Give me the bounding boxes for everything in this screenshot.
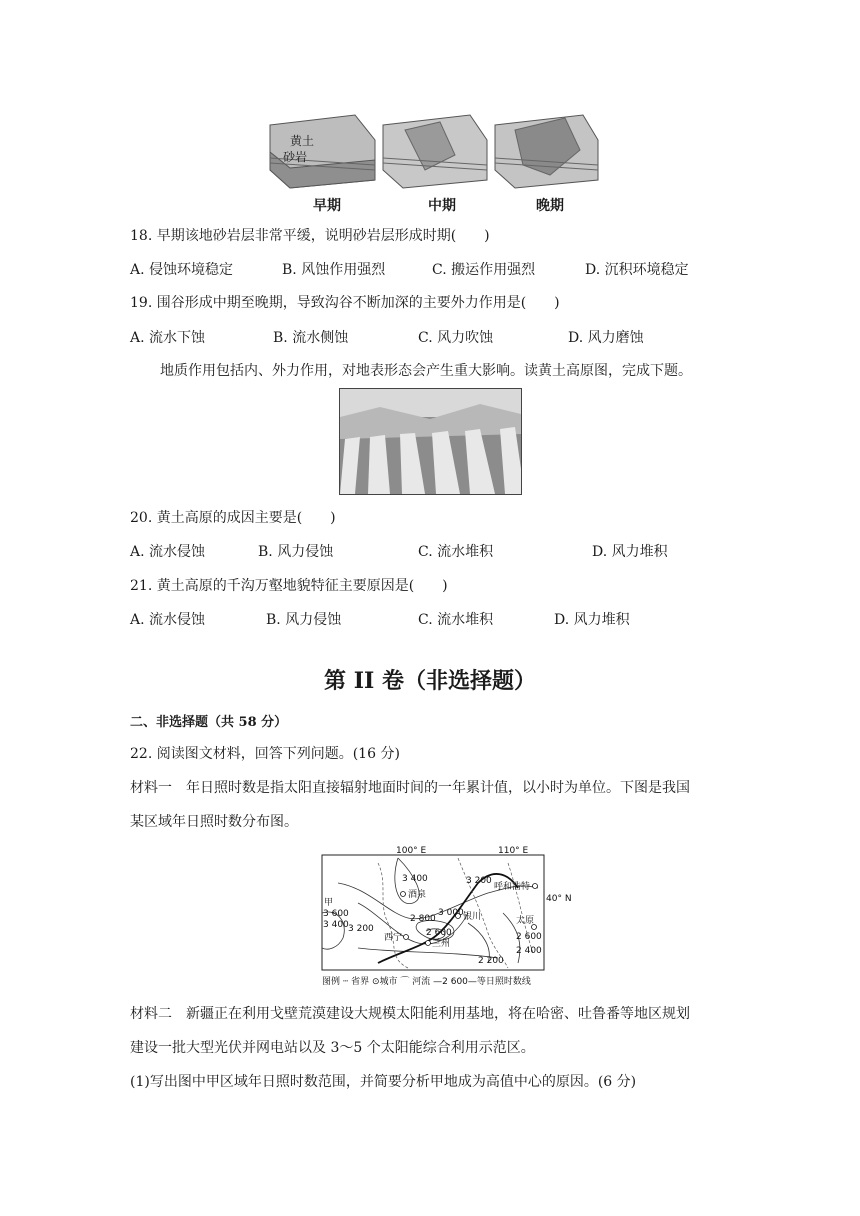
map-isoline-label: 2 400: [516, 946, 542, 956]
q22-material1-line2: 某区域年日照时数分布图。: [130, 814, 298, 830]
caption-middle: 中期: [428, 198, 456, 214]
map-isoline-label: 3 400: [323, 920, 349, 930]
q22-material1-line1: 材料一 年日照时数是指太阳直接辐射地面时间的一年累计值，以小时为单位。下图是我国: [130, 780, 690, 796]
map-city-huhehaote: 呼和浩特: [494, 882, 531, 892]
q19-option-b[interactable]: B. 流水侧蚀: [273, 330, 349, 346]
intro-loess-plateau: 地质作用包括内、外力作用，对地表形态会产生重大影响。读黄土高原图，完成下题。: [160, 363, 692, 379]
q21-option-a[interactable]: A. 流水侵蚀: [130, 612, 206, 628]
q18-option-a[interactable]: A. 侵蚀环境稳定: [130, 262, 234, 278]
caption-late: 晚期: [536, 198, 564, 214]
map-city-xining: 西宁: [384, 933, 403, 943]
map-isoline-label: 3 600: [323, 909, 349, 919]
q20-option-d[interactable]: D. 风力堆积: [592, 544, 668, 560]
map-lat-40: 40° N: [546, 894, 572, 904]
map-lon-100: 100° E: [396, 846, 427, 856]
block-middle: [383, 115, 487, 188]
map-city-taiyuan: 太原: [516, 916, 535, 926]
q21-option-b[interactable]: B. 风力侵蚀: [266, 612, 342, 628]
map-lon-110: 110° E: [498, 846, 529, 856]
map-isoline-label: 3 000: [438, 908, 464, 918]
q19-option-c[interactable]: C. 风力吹蚀: [418, 330, 494, 346]
q18-option-b[interactable]: B. 风蚀作用强烈: [282, 262, 386, 278]
sunshine-map-drawing: [318, 843, 572, 990]
q20-option-c[interactable]: C. 流水堆积: [418, 544, 494, 560]
q20-stem: 20. 黄土高原的成因主要是( ): [130, 510, 336, 526]
q19-option-d[interactable]: D. 风力磨蚀: [568, 330, 644, 346]
map-isoline-label: 2 600: [426, 928, 452, 938]
q22-material2-line1: 材料二 新疆正在利用戈壁荒漠建设大规模太阳能利用基地，将在哈密、吐鲁番等地区规划: [130, 1006, 690, 1022]
q19-stem: 19. 围谷形成中期至晚期，导致沟谷不断加深的主要外力作用是( ): [130, 295, 560, 311]
map-isoline-label: 3 200: [466, 876, 492, 886]
block-diagrams: [265, 110, 600, 190]
q22-material2-line2: 建设一批大型光伏并网电站以及 3～5 个太阳能综合利用示范区。: [130, 1040, 535, 1056]
caption-early: 早期: [313, 198, 341, 214]
map-legend: 图例 ┄ 省界 ⊙城市 ⌒ 河流 —2 600—等日照时数线: [322, 977, 531, 987]
map-isoline-label: 2 600: [516, 932, 542, 942]
loess-photo-drawing: [340, 389, 521, 494]
map-city-lanzhou: 兰州: [432, 939, 451, 949]
q19-option-a[interactable]: A. 流水下蚀: [130, 330, 206, 346]
map-isoline-label: 2 800: [410, 914, 436, 924]
q22-stem: 22. 阅读图文材料，回答下列问题。(16 分): [130, 746, 400, 762]
q21-option-c[interactable]: C. 流水堆积: [418, 612, 494, 628]
q22-sub1: (1)写出图中甲区域年日照时数范围，并简要分析甲地成为高值中心的原因。(6 分): [130, 1074, 637, 1090]
block-diagram-figure: [265, 110, 600, 190]
map-region-jia: 甲: [324, 898, 334, 908]
q18-option-d[interactable]: D. 沉积环境稳定: [585, 262, 689, 278]
q21-stem: 21. 黄土高原的千沟万壑地貌特征主要原因是( ): [130, 578, 448, 594]
q20-option-b[interactable]: B. 风力侵蚀: [258, 544, 334, 560]
block-late: [495, 115, 598, 188]
map-isoline-label: 3 200: [348, 924, 374, 934]
map-city-jiuquan: 酒泉: [408, 890, 427, 900]
q18-option-c[interactable]: C. 搬运作用强烈: [432, 262, 536, 278]
map-isoline-label: 3 400: [402, 874, 428, 884]
sandstone-label: 砂岩: [283, 150, 308, 164]
loess-plateau-photo: [339, 388, 522, 495]
q21-option-d[interactable]: D. 风力堆积: [554, 612, 630, 628]
q18-stem: 18. 早期该地砂岩层非常平缓，说明砂岩层形成时期( ): [130, 228, 490, 244]
map-isoline-label: 2 200: [478, 956, 504, 966]
q20-option-a[interactable]: A. 流水侵蚀: [130, 544, 206, 560]
loess-label: 黄土: [290, 134, 315, 148]
part-title: 二、非选择题（共 58 分）: [130, 715, 288, 730]
section-title: 第 II 卷（非选择题）: [324, 668, 536, 694]
sunshine-hours-map: [318, 843, 572, 990]
map-city-yinchuan: 银川: [463, 912, 482, 922]
